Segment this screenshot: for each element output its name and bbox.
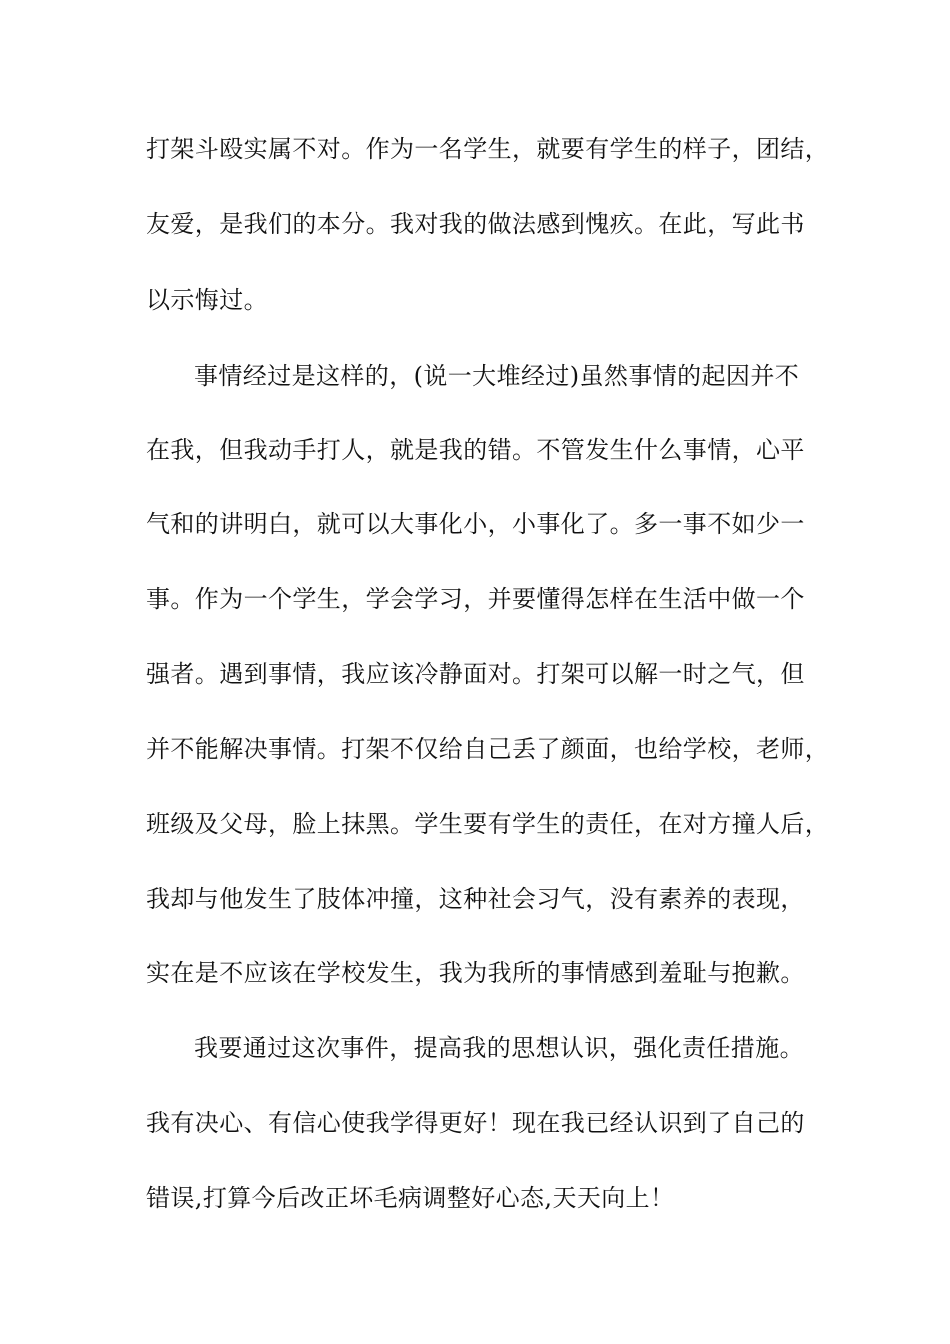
- paragraph-start-line: 事情经过是这样的，(说一大堆经过)虽然事情的起因并不: [194, 362, 800, 390]
- text-line: 我却与他发生了肢体冲撞，这种社会习气，没有素养的表现，: [146, 885, 805, 913]
- text-line: 气和的讲明白，就可以大事化小，小事化了。多一事不如少一: [146, 510, 805, 538]
- text-line: 强者。遇到事情，我应该冷静面对。打架可以解一时之气，但: [146, 660, 805, 688]
- text-line: 在我，但我动手打人，就是我的错。不管发生什么事情，心平: [146, 436, 805, 464]
- text-line: 事。作为一个学生，学会学习，并要懂得怎样在生活中做一个: [146, 585, 805, 613]
- text-line: 我有决心、有信心使我学得更好！现在我已经认识到了自己的: [146, 1109, 805, 1137]
- text-line: 错误,打算今后改正坏毛病调整好心态,天天向上！: [146, 1184, 675, 1212]
- text-line: 实在是不应该在学校发生，我为我所的事情感到羞耻与抱歉。: [146, 959, 805, 987]
- text-line: 班级及父母，脸上抹黑。学生要有学生的责任，在对方撞人后，: [146, 810, 830, 838]
- text-line: 打架斗殴实属不对。作为一名学生，就要有学生的样子，团结，: [146, 135, 830, 163]
- text-line: 并不能解决事情。打架不仅给自己丢了颜面，也给学校，老师，: [146, 735, 830, 763]
- paragraph-start-line: 我要通过这次事件，提高我的思想认识，强化责任措施。: [194, 1034, 804, 1062]
- text-line: 友爱，是我们的本分。我对我的做法感到愧疚。在此，写此书: [146, 210, 805, 238]
- text-line: 以示悔过。: [146, 286, 268, 314]
